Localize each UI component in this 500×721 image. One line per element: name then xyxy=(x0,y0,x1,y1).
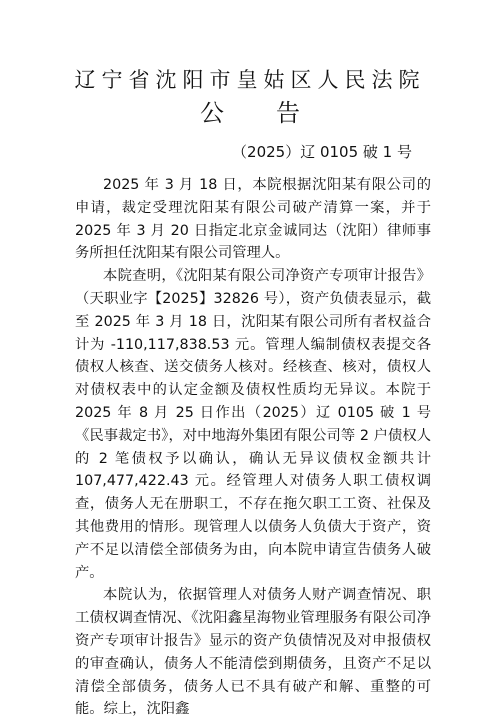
paragraph-findings: 本院查明，《沈阳某有限公司净资产专项审计报告》（天职业字【2025】32826 号），资产负债表显示，截至 2025 年 3 月 18 日，沈阳某有限公司所有者权益合计为 -110,117,838.53 元。管理人编制债权表提交各债权人核查、送交债务人核对。经核查、核对，债权人对债权表中的认定金额及债权性质均无异议。本院于 2025 年 8 月 25 日作出（2025）辽 0105 破 1 号《民事裁定书》，对中地海外集团有限公司等 2 户债权人的 2 笔债权予以确认，确认无异议债权金额共计 107,477,422.43 元。经管理人对债务人职工债权调查，债务人无在册职工，不存在拖欠职工工资、社保及其他费用的情形。现管理人以债务人负债大于资产，资产不足以清偿全部债务为由，向本院申请宣告债务人破产。 xyxy=(75,268,431,581)
paragraph-opinion: 本院认为，依据管理人对债务人财产调查情况、职工债权调查情况、《沈阳鑫星海物业管理服务有限公司净资产专项审计报告》显示的资产负债情况及对申报债权的审查确认，债务人不能清偿到期债务，且资产不足以清偿全部债务，债务人已不具有破产和解、重整的可能。综上，沈阳鑫 xyxy=(75,587,431,718)
announcement-body xyxy=(75,174,431,721)
case-number: （2025）辽 0105 破 1 号 xyxy=(232,143,412,161)
paragraph-acceptance: 2025 年 3 月 18 日，本院根据沈阳某有限公司的申请，裁定受理沈阳某有限公司破产清算一案，并于 2025 年 3 月 20 日指定北京金诚同达（沈阳）律师事务所担任沈阳某有限公司管理人。 xyxy=(75,177,431,262)
document-title: 公告 xyxy=(200,99,352,127)
court-name: 辽宁省沈阳市皇姑区人民法院 xyxy=(74,68,426,92)
